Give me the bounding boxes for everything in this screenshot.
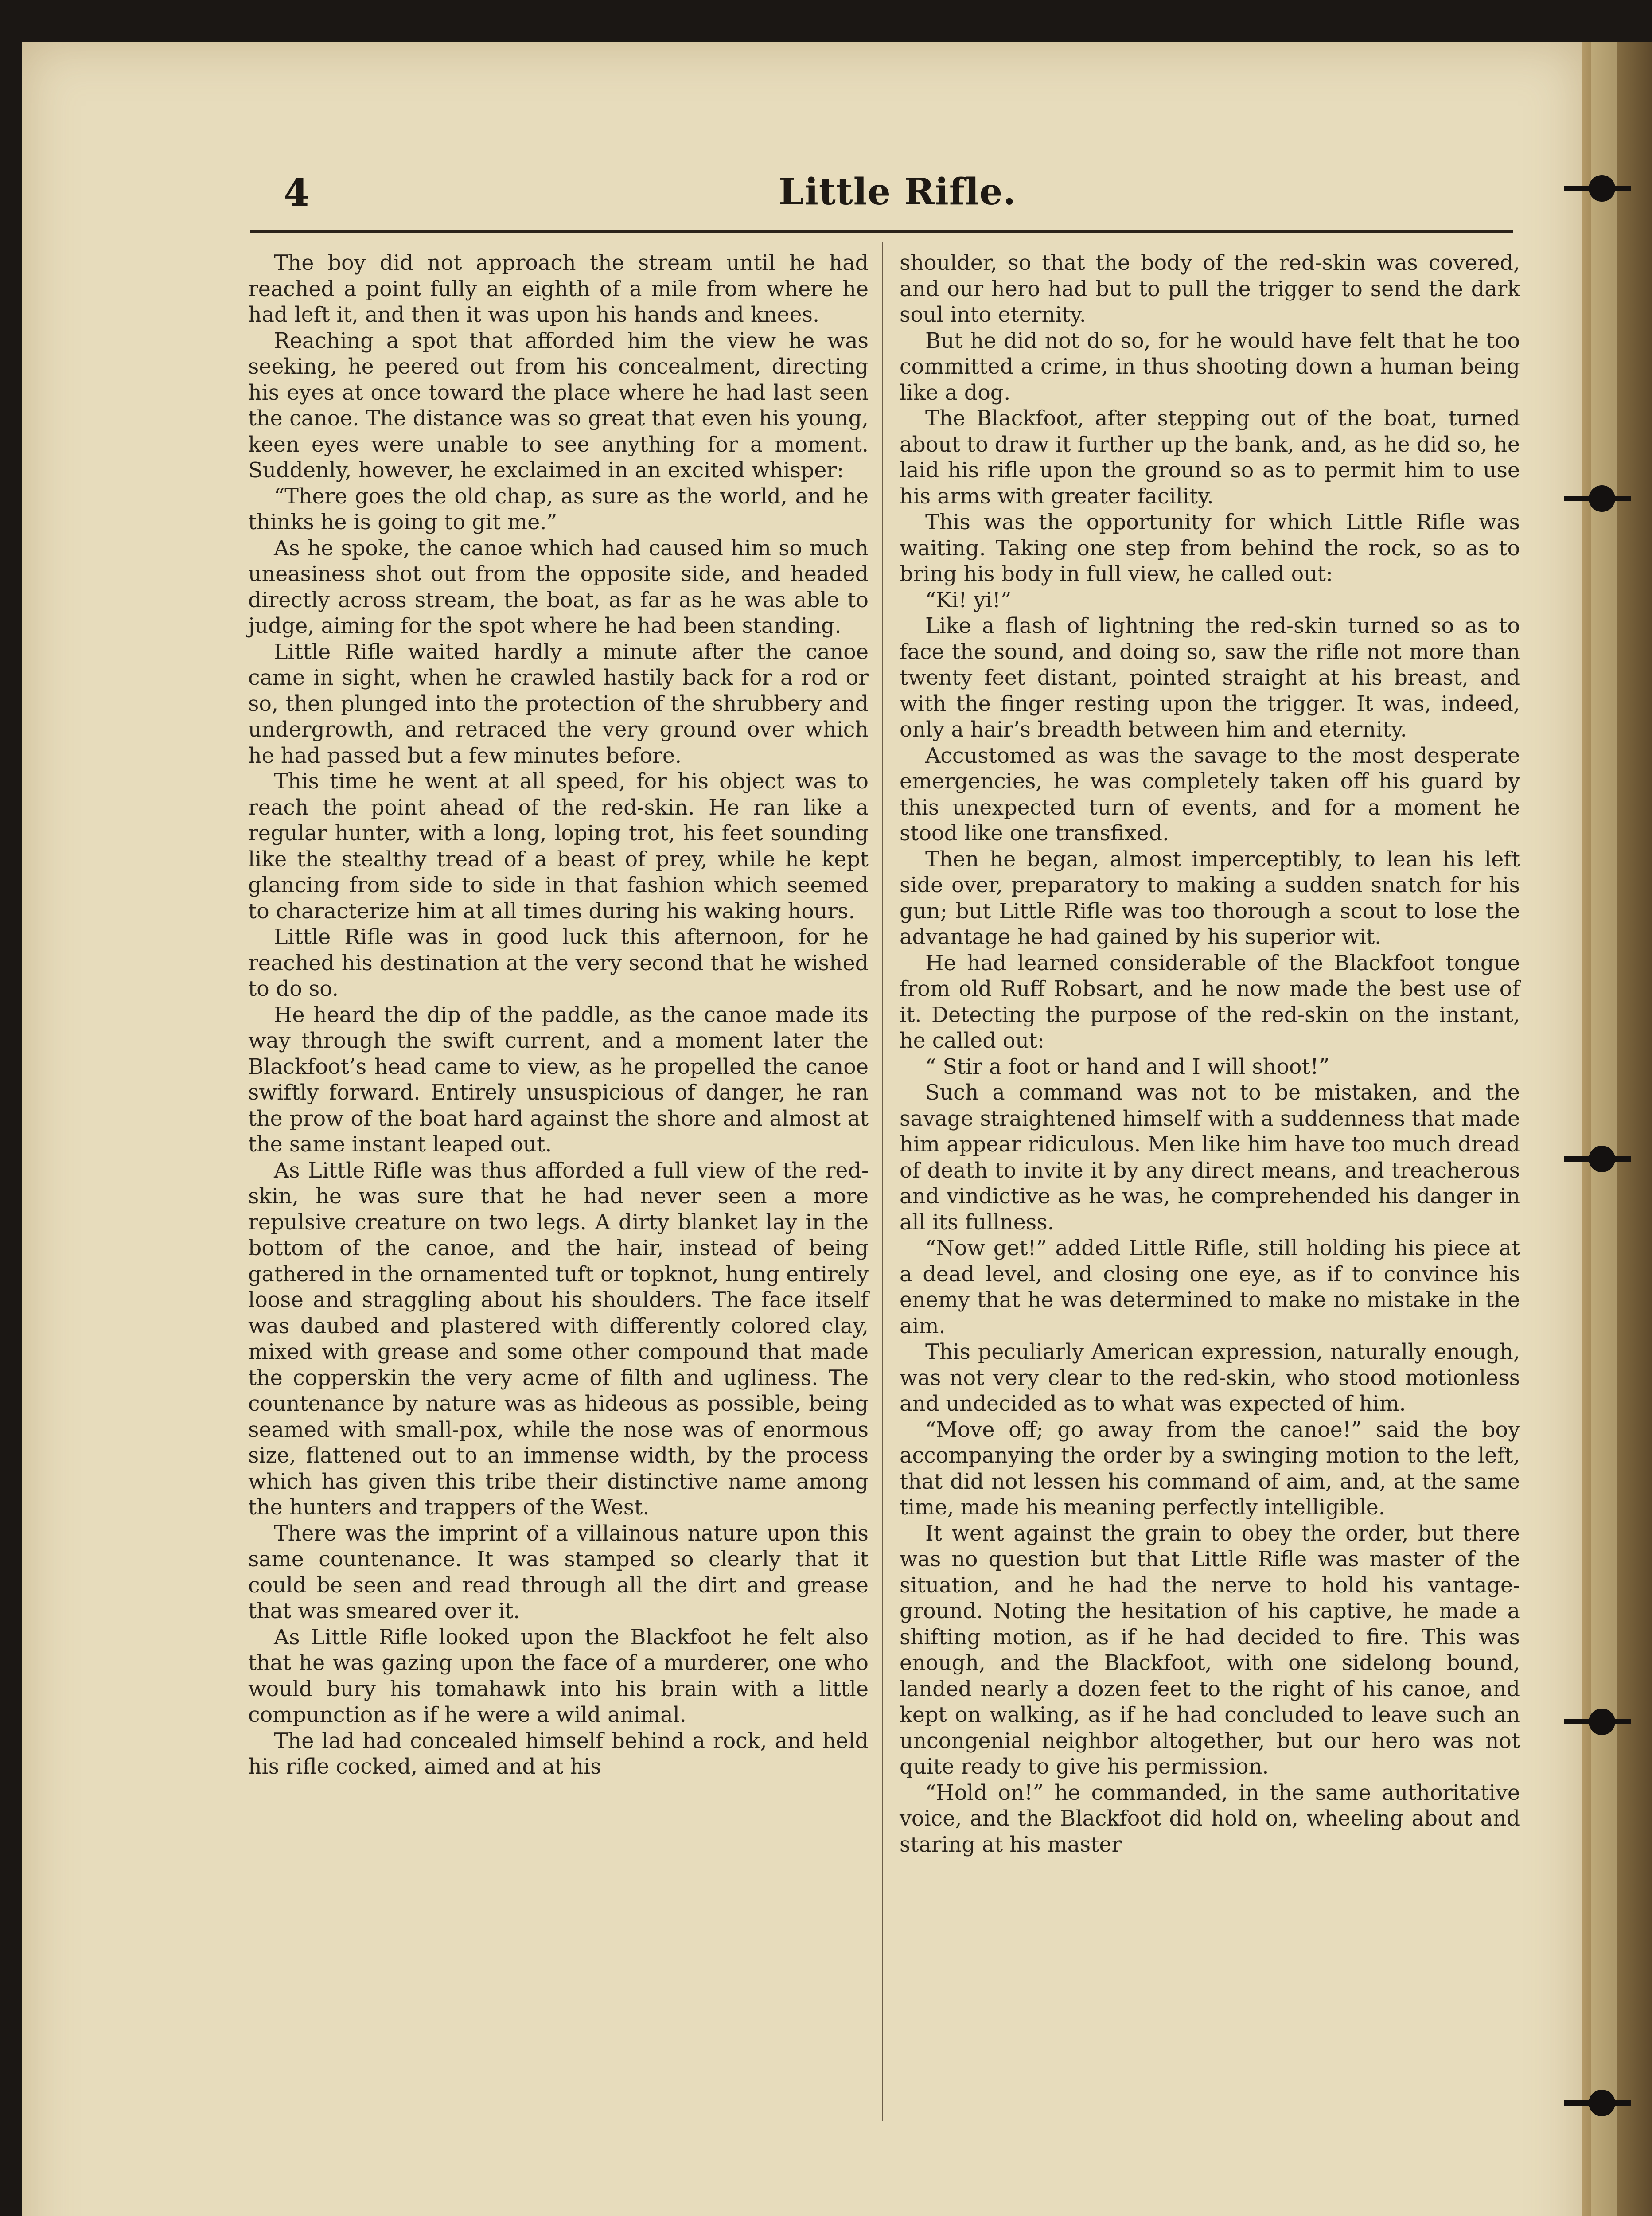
staple-mark [1564, 1709, 1631, 1735]
binding-edge [1582, 42, 1652, 2216]
paragraph: shoulder, so that the body of the red-skin was covered, and our hero had but to pull the trigger to send the dark soul into eternity. [900, 251, 1520, 327]
paragraph: Reaching a spot that afforded him the view he was seeking, he peered out from his concealment, directing his eyes at once toward the place where he had last seen the canoe. The distance was so great that even his young, keen eyes were unable to see anything for a moment. Suddenly, however, he exclaimed in an excited whisper: [248, 328, 869, 483]
paragraph: This was the opportunity for which Little Rifle was waiting. Taking one step from behind the rock, so as to bring his body in full view, he called out: [900, 510, 1520, 586]
page-number: 4 [284, 171, 310, 215]
paragraph: “There goes the old chap, as sure as the world, and he thinks he is going to git me.” [248, 484, 869, 534]
paragraph: “Move off; go away from the canoe!” said the boy accompanying the order by a swinging motion to the left, that did not lessen his command of aim, and, at the same time, made his meaning perfectly intelligible. [900, 1417, 1520, 1520]
left-column [248, 250, 869, 1780]
paragraph: Like a flash of lightning the red-skin turned so as to face the sound, and doing so, saw the rifle not more than twenty feet distant, pointed straight at his breast, and with the finger resting upon the trigger. It was, indeed, only a hair’s breadth between him and eternity. [900, 614, 1520, 742]
paragraph: Little Rifle waited hardly a minute after the canoe came in sight, when he crawled hastily back for a rod or so, then plunged into the protection of the shrubbery and undergrowth, and retraced the very ground over which he had passed but a few minutes before. [248, 640, 869, 768]
paragraph: He had learned considerable of the Blackfoot tongue from old Ruff Robsart, and he now made the best use of it. Detecting the purpose of the red-skin on the instant, he called out: [900, 951, 1520, 1053]
staple-mark [1564, 1146, 1631, 1172]
paragraph: He heard the dip of the paddle, as the canoe made its way through the swift current, and a moment later the Blackfoot’s head came to view, as he propelled the canoe swiftly forward. Entirely unsuspicious of danger, he ran the prow of the boat hard against the shore and almost at the same instant leaped out. [248, 1003, 869, 1157]
paragraph: There was the imprint of a villainous nature upon this same countenance. It was stamped so clearly that it could be seen and read through all the dirt and grease that was smeared over it. [248, 1521, 869, 1623]
running-title: Little Rifle. [779, 171, 1016, 213]
paragraph: It went against the grain to obey the order, but there was no question but that Little Rifle was master of the situation, and he had the nerve to hold his vantage-ground. Noting the hesitation of his captive, he made a shifting motion, as if he had decided to fire. This was enough, and the Blackfoot, with one sidelong bound, landed nearly a dozen feet to the right of his canoe, and kept on walking, as if he had concluded to leave such an uncongenial neighbor altogether, but our hero was not quite ready to give his permission. [900, 1521, 1520, 1779]
paragraph: As he spoke, the canoe which had caused him so much uneasiness shot out from the opposite side, and headed directly across stream, the boat, as far as he was able to judge, aiming for the spot where he had been standing. [248, 536, 869, 638]
paragraph: “Now get!” added Little Rifle, still holding his piece at a dead level, and closing one eye, as if to convince his enemy that he was determined to make no mistake in the aim. [900, 1236, 1520, 1338]
paragraph: “Ki! yi!” [925, 588, 1012, 613]
right-column [900, 250, 1520, 1858]
staple-mark [1564, 485, 1631, 512]
staple-mark [1564, 175, 1631, 202]
paragraph: “Hold on!” he commanded, in the same authoritative voice, and the Blackfoot did hold on, wheeling about and staring at his master [900, 1780, 1520, 1857]
paragraph: The boy did not approach the stream until he had reached a point fully an eighth of a mile from where he had left it, and then it was upon his hands and knees. [248, 251, 869, 327]
paragraph: Such a command was not to be mistaken, and the savage straightened himself with a suddenness that made him appear ridiculous. Men like him have too much dread of death to invite it by any direct means, and treacherous and vindictive as he was, he comprehended his danger in all its fullness. [900, 1081, 1520, 1235]
paragraph: As Little Rifle was thus afforded a full view of the red-skin, he was sure that he had never seen a more repulsive creature on two legs. A dirty blanket lay in the bottom of the canoe, and the hair, instead of being gathered in the ornamented tuft or topknot, hung entirely loose and straggling about his shoulders. The face itself was daubed and plastered with differently colored clay, mixed with grease and some other compound that made the copperskin the very acme of filth and ugliness. The countenance by nature was as hideous as possible, being seamed with small-pox, while the nose was of enormous size, flattened out to an immense width, by the process which has given this tribe their distinctive name among the hunters and trappers of the West. [248, 1158, 869, 1520]
paragraph: The Blackfoot, after stepping out of the boat, turned about to draw it further up the bank, and, as he did so, he laid his rifle upon the ground so as to permit him to use his arms with greater facility. [900, 406, 1520, 509]
paragraph: But he did not do so, for he would have felt that he too committed a crime, in thus shooting down a human being like a dog. [900, 328, 1520, 405]
paragraph: Accustomed as was the savage to the most desperate emergencies, he was completely taken off his guard by this unexpected turn of events, and for a moment he stood like one transfixed. [900, 743, 1520, 846]
paragraph: The lad had concealed himself behind a rock, and held his rifle cocked, aimed and at his [248, 1728, 869, 1779]
column-divider [882, 242, 883, 2121]
paragraph: This time he went at all speed, for his object was to reach the point ahead of the red-skin. He ran like a regular hunter, with a long, loping trot, his feet sounding like the stealthy tread of a beast of prey, while he kept glancing from side to side in that fashion which seemed to characterize him at all times during his waking hours. [248, 769, 869, 924]
paragraph: As Little Rifle looked upon the Blackfoot he felt also that he was gazing upon the face of a murderer, one who would bury his tomahawk into his brain with a little compunction as if he were a wild animal. [248, 1625, 869, 1727]
paragraph: Little Rifle was in good luck this afternoon, for he reached his destination at the very second that he wished to do so. [248, 925, 869, 1001]
paragraph: Then he began, almost imperceptibly, to lean his left side over, preparatory to making a sudden snatch for his gun; but Little Rifle was too thorough a scout to lose the advantage he had gained by his superior wit. [900, 847, 1520, 949]
header-rule [250, 230, 1513, 233]
staple-mark [1564, 2090, 1631, 2116]
paragraph: This peculiarly American expression, naturally enough, was not very clear to the red-skin, who stood motionless and undecided as to what was expected of him. [900, 1340, 1520, 1416]
page-header [284, 171, 1511, 215]
paragraph: “ Stir a foot or hand and I will shoot!” [925, 1054, 1330, 1079]
